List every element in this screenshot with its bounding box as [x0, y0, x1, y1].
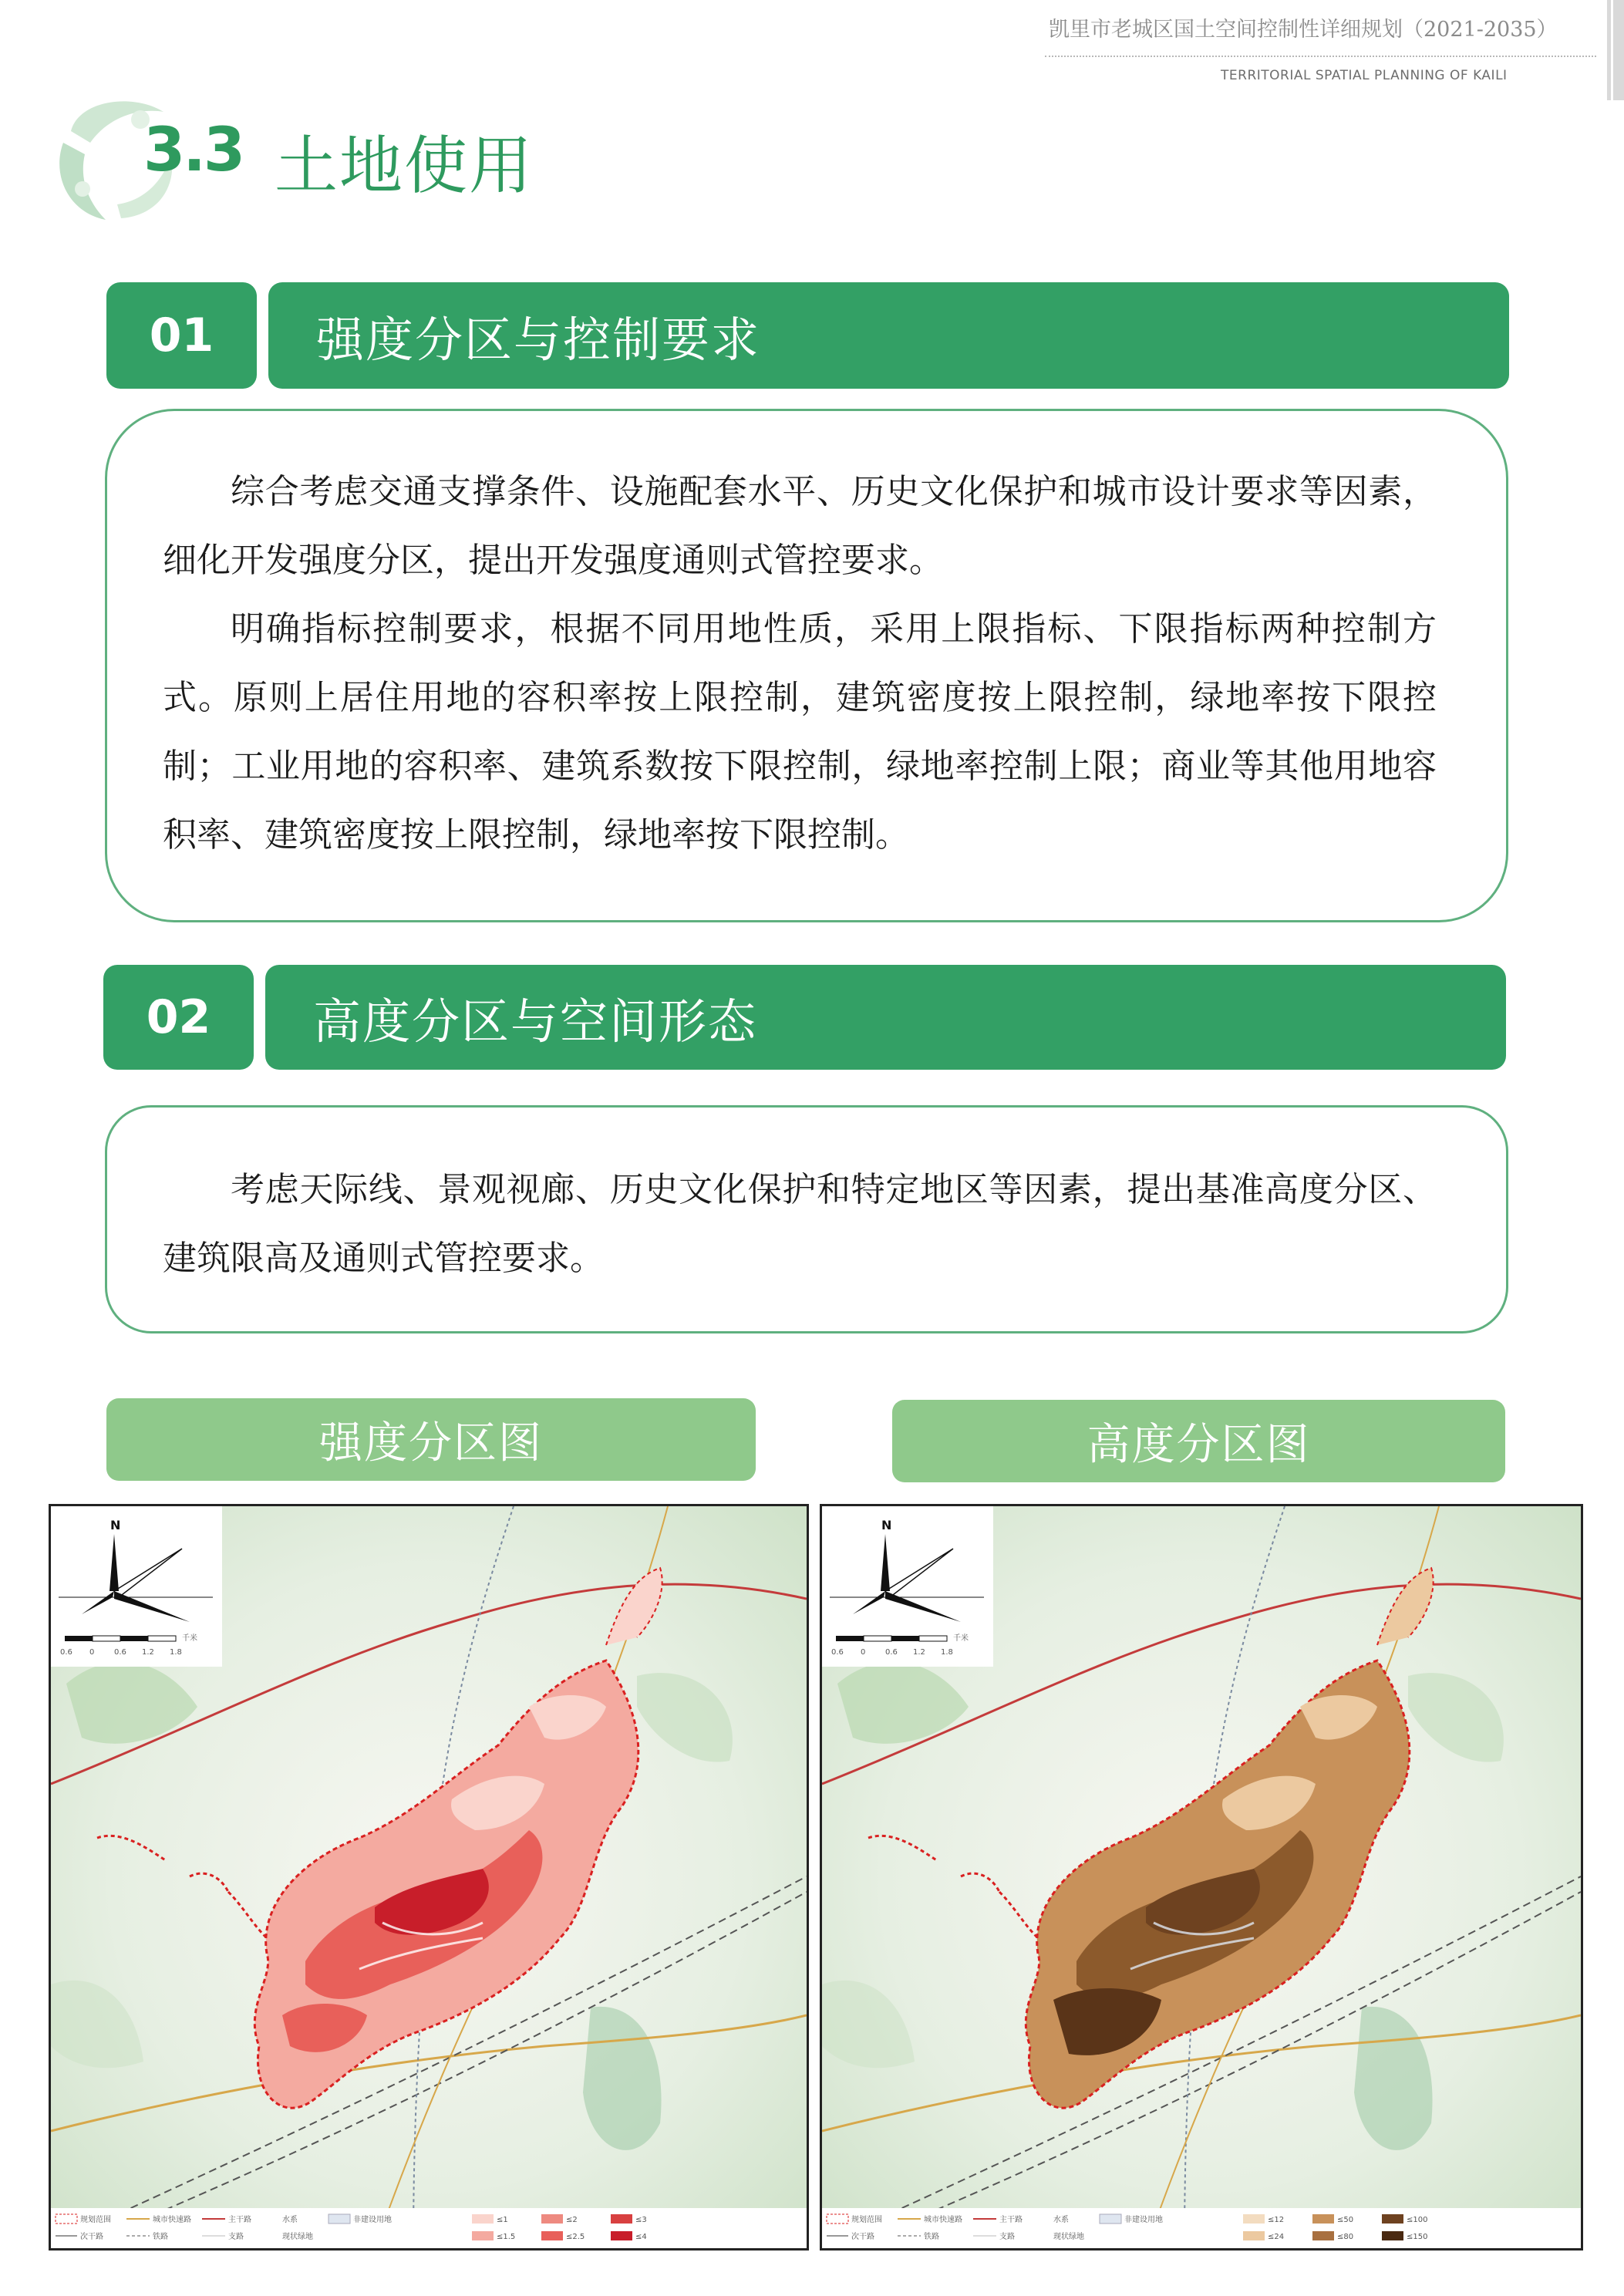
scale-tick-1: 0.6	[60, 1648, 72, 1657]
legend-item-14: ≤100	[1407, 2216, 1428, 2224]
north-label: N	[110, 1518, 121, 1532]
legend-item-10: ≤1	[497, 2216, 508, 2224]
legend-item-13: ≤2.5	[566, 2233, 585, 2241]
legend-item-7: 水系	[282, 2216, 298, 2224]
legend-item-8: 现状绿地	[282, 2233, 313, 2241]
legend-item-14: ≤3	[635, 2216, 647, 2224]
scale-tick-4: 1.2	[913, 1648, 925, 1657]
legend-item-7: 水系	[1053, 2216, 1069, 2224]
legend-item-12: ≤2	[566, 2216, 578, 2224]
section-number: 3.3	[143, 116, 244, 185]
legend-item-8: 现状绿地	[1053, 2233, 1084, 2241]
legend-item-9: 非建设用地	[353, 2216, 392, 2224]
scale-tick-4: 1.2	[142, 1648, 154, 1657]
page-edge-bar	[1607, 0, 1624, 100]
block1-number-badge: 01	[106, 282, 257, 389]
block2-text-box	[105, 1105, 1508, 1333]
legend-item-15: ≤150	[1407, 2233, 1428, 2241]
map-legend	[822, 2208, 1581, 2248]
legend-item-3: 主干路	[999, 2216, 1023, 2224]
legend-item-1: 规划范围	[80, 2216, 111, 2224]
legend-item-9: 非建设用地	[1124, 2216, 1163, 2224]
legend-item-5: 铁路	[924, 2233, 939, 2241]
legend-item-13: ≤80	[1337, 2233, 1354, 2241]
legend-item-15: ≤4	[635, 2233, 647, 2241]
legend-item-3: 主干路	[228, 2216, 251, 2224]
block2-number-badge: 02	[103, 965, 254, 1070]
legend-item-10: ≤12	[1268, 2216, 1285, 2224]
scale-tick-5: 1.8	[170, 1648, 182, 1657]
scale-unit: 千米	[182, 1634, 197, 1643]
scale-tick-2: 0	[89, 1648, 95, 1657]
legend-item-2: 城市快速路	[924, 2216, 962, 2224]
header-title: 凯里市老城区国土空间控制性详细规划（2021-2035）	[1049, 18, 1558, 42]
legend-item-1: 规划范围	[851, 2216, 882, 2224]
block1-paragraph-2: 明确指标控制要求，根据不同用地性质，采用上限指标、下限指标两种控制方式。原则上居住用地的容积率按上限控制，建筑密度按上限控制，绿地率按下限控制；工业用地的容积率、建筑系数按下限控制，绿地率控制上限；商业等其他用地容积率、建筑密度按上限控制，绿地率按下限控制。	[163, 609, 1437, 855]
block2-paragraph-1: 考虑天际线、景观视廊、历史文化保护和特定地区等因素，提出基准高度分区、建筑限高及通则式管控要求。	[163, 1170, 1437, 1278]
scale-tick-5: 1.8	[941, 1648, 953, 1657]
height-map-label: 高度分区图	[892, 1400, 1505, 1482]
block1-text-box	[105, 409, 1508, 922]
legend-item-6: 支路	[228, 2233, 244, 2241]
scale-tick-1: 0.6	[831, 1648, 844, 1657]
intensity-zoning-map	[49, 1504, 809, 2250]
height-zoning-map	[820, 1504, 1583, 2250]
legend-item-12: ≤50	[1337, 2216, 1354, 2224]
legend-item-11: ≤24	[1268, 2233, 1285, 2241]
header-subtitle: TERRITORIAL SPATIAL PLANNING OF KAILI	[1221, 68, 1508, 83]
legend-item-2: 城市快速路	[153, 2216, 191, 2224]
legend-item-4: 次干路	[80, 2233, 103, 2241]
map-legend	[51, 2208, 807, 2248]
block1-paragraph-1: 综合考虑交通支撑条件、设施配套水平、历史文化保护和城市设计要求等因素，细化开发强度分区，提出开发强度通则式管控要求。	[163, 472, 1437, 580]
legend-item-4: 次干路	[851, 2233, 874, 2241]
block1-title-bar: 强度分区与控制要求	[268, 282, 1509, 389]
legend-item-11: ≤1.5	[497, 2233, 516, 2241]
block2-title-bar: 高度分区与空间形态	[265, 965, 1506, 1070]
legend-item-5: 铁路	[153, 2233, 168, 2241]
scale-tick-3: 0.6	[114, 1648, 126, 1657]
north-label: N	[881, 1518, 892, 1532]
scale-tick-2: 0	[861, 1648, 866, 1657]
legend-item-6: 支路	[999, 2233, 1015, 2241]
scale-tick-3: 0.6	[885, 1648, 898, 1657]
scale-unit: 千米	[953, 1634, 969, 1643]
intensity-map-label: 强度分区图	[106, 1398, 756, 1481]
header-divider	[1045, 56, 1596, 57]
section-title: 土地使用	[275, 130, 534, 203]
